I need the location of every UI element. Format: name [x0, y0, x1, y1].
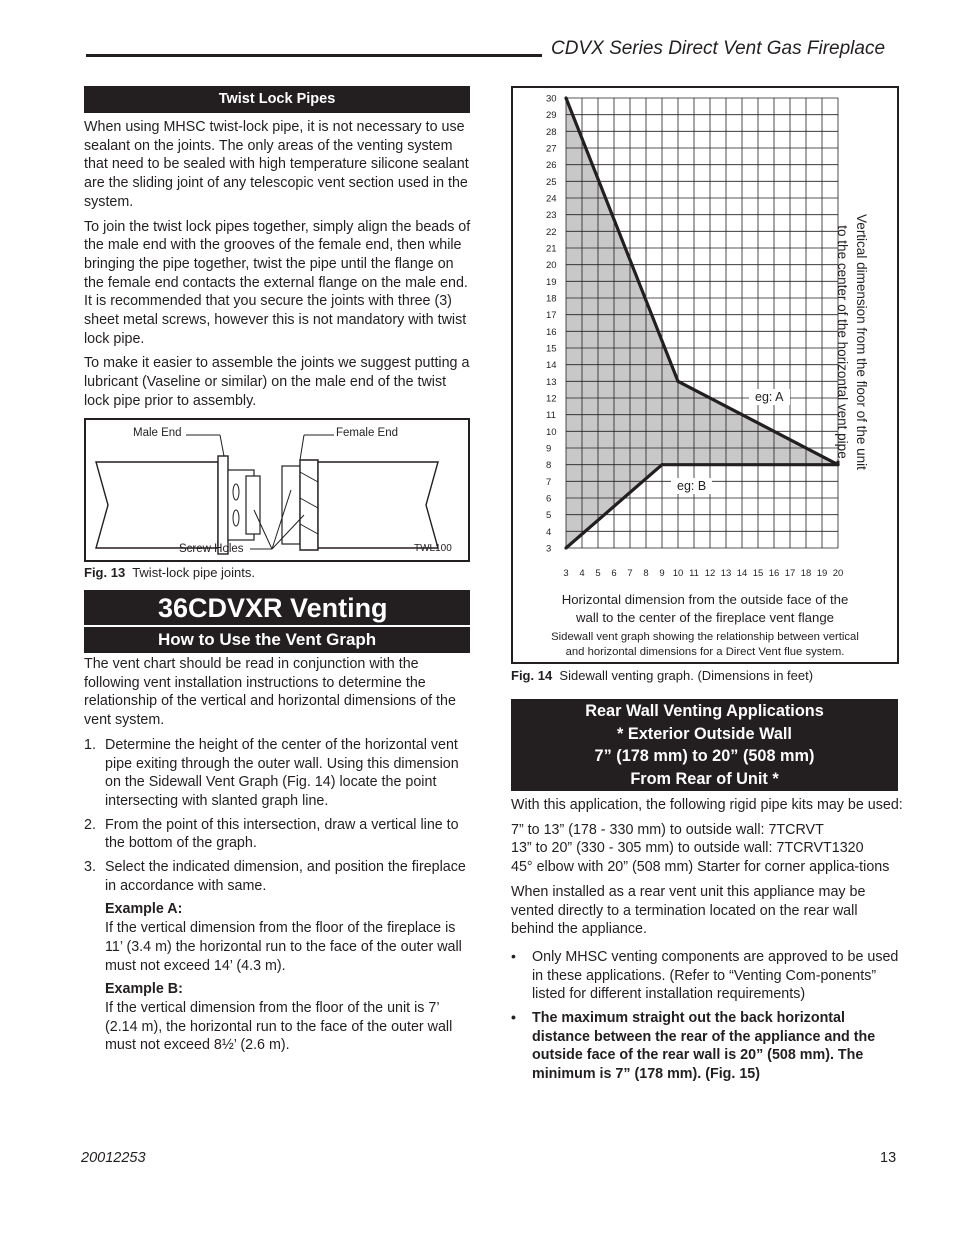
graph-xlabel	[513, 591, 897, 626]
x-tick-label: 17	[784, 568, 796, 579]
fig14-caption	[511, 668, 813, 683]
vent-graph-frame	[511, 86, 899, 664]
graph-note	[513, 630, 897, 659]
female-end-label: Female End	[336, 427, 399, 439]
y-tick-label: 12	[546, 393, 557, 405]
y-tick-label: 6	[546, 493, 552, 505]
x-tick-label: 11	[689, 568, 699, 579]
graph-note-line1: Sidewall vent graph showing the relationship between vertical	[551, 631, 859, 643]
y-tick-label: 19	[546, 276, 557, 288]
footer-doc-number: 20012253	[81, 1150, 146, 1166]
y-tick-label: 11	[546, 410, 556, 422]
y-tick-label: 30	[546, 93, 557, 105]
label-eg-b: eg: B	[671, 478, 712, 494]
example-a-heading: Example A:	[105, 901, 183, 918]
screw-holes-label: Screw Holes	[179, 543, 244, 555]
rear-heading-line-3: 7” (178 mm) to 20” (508 mm)	[594, 747, 815, 765]
x-tick-label: 5	[595, 568, 601, 579]
fig13-caption-text: Twist-lock pipe joints.	[132, 565, 256, 580]
footer-page-number: 13	[880, 1150, 897, 1166]
x-tick-label: 16	[768, 568, 780, 579]
fig14-caption-text: Sidewall venting graph. (Dimensions in feet)	[559, 668, 814, 683]
twist-lock-diagram	[86, 420, 468, 560]
rear-venting-heading	[511, 699, 898, 791]
rear-kit-1: 7” to 13” (178 - 330 mm) to outside wall: 7TCRVT	[511, 821, 824, 838]
y-tick-label: 5	[546, 510, 552, 522]
rear-kit-3: 45° elbow with 20” (508 mm) Starter for corner applica-tions	[511, 859, 890, 876]
male-end-label: Male End	[133, 427, 182, 439]
example-b-heading: Example B:	[105, 981, 183, 998]
x-tick-label: 18	[800, 568, 812, 579]
venting-step-1: 1. Determine the height of the center of the horizontal vent pipe exiting through the outer wall. Using this dimension on the Sidewall Vent Graph (Fig. 14) locate the point intersecting with slanted graph line.	[84, 736, 459, 809]
graph-xlabel-line2: wall to the center of the fireplace vent flange	[575, 609, 835, 625]
x-tick-label: 7	[627, 568, 633, 579]
fig14-caption-num: Fig. 14	[511, 668, 553, 683]
y-tick-label: 10	[546, 426, 557, 438]
venting-steps	[84, 736, 474, 896]
y-tick-label: 13	[546, 376, 557, 388]
y-tick-label: 21	[546, 243, 557, 255]
venting-step-3: 3. Select the indicated dimension, and position the fireplace in accordance with same.	[84, 859, 466, 894]
venting-step-2: 2. From the point of this intersection, draw a vertical line to the bottom of the graph.	[84, 816, 459, 852]
graph-ylabel-line1: Vertical dimension from the floor of the unit	[854, 214, 869, 470]
rear-bullet-1: • Only MHSC venting components are approved to be used in these applications. (Refer to “Venting Com-ponents” listed for different installation requirements)	[511, 947, 899, 1003]
twist-lock-para-3: To make it easier to assemble the joints we suggest putting a lubricant (Vaseline or similar) on the male end of the twist lock pipe prior to assembly.	[84, 355, 470, 409]
y-tick-label: 16	[546, 326, 557, 338]
x-tick-label: 13	[720, 568, 732, 579]
y-tick-label: 8	[546, 460, 552, 472]
example-b-text: If the vertical dimension from the floor of the unit is 7’ (2.14 m), the horizontal run to the face of the outer wall must not exceed 8½’ (2.6 m).	[105, 999, 453, 1054]
figure-code: TWL100	[414, 543, 452, 554]
series-point	[660, 463, 663, 466]
x-tick-label: 8	[643, 568, 649, 579]
y-tick-label: 24	[546, 193, 557, 205]
y-tick-label: 25	[546, 176, 557, 188]
x-tick-label: 15	[752, 568, 764, 579]
y-tick-label: 18	[546, 293, 557, 305]
y-tick-label: 27	[546, 143, 557, 155]
y-tick-label: 23	[546, 210, 557, 222]
graph-xlabel-line1: Horizontal dimension from the outside face of the	[561, 592, 849, 607]
twist-lock-heading: Twist Lock Pipes	[84, 86, 470, 113]
x-tick-label: 4	[579, 568, 585, 579]
series-point	[564, 96, 567, 99]
y-tick-label: 28	[546, 126, 557, 138]
series-point	[564, 546, 567, 549]
rear-kit-2: 13” to 20” (330 - 305 mm) to outside wall: 7TCRVT1320	[511, 840, 864, 857]
rear-heading-line-4: From Rear of Unit *	[630, 769, 779, 788]
y-tick-label: 26	[546, 160, 557, 172]
twist-lock-text	[84, 118, 474, 417]
x-tick-label: 14	[736, 568, 748, 579]
series-point	[676, 380, 679, 383]
venting-subtitle: How to Use the Vent Graph	[84, 627, 470, 653]
y-tick-label: 7	[546, 476, 552, 488]
fig13-caption-num: Fig. 13	[84, 565, 126, 580]
y-tick-label: 4	[546, 526, 552, 538]
y-tick-label: 14	[546, 360, 557, 372]
header-rule	[86, 54, 542, 57]
twist-lock-figure	[84, 418, 470, 562]
y-tick-label: 17	[546, 310, 557, 322]
document-title: CDVX Series Direct Vent Gas Fireplace	[551, 38, 886, 59]
y-tick-label: 20	[546, 260, 557, 272]
rear-bullets	[511, 948, 903, 1084]
venting-title: 36CDVXR Venting	[84, 590, 470, 625]
x-tick-label: 19	[816, 568, 828, 579]
venting-text	[84, 655, 474, 1060]
x-tick-label: 6	[611, 568, 617, 579]
y-tick-label: 15	[546, 343, 557, 355]
twist-lock-para-2: To join the twist lock pipes together, simply align the beads of the male end with the grooves of the female end, then while bringing the pipe together, twist the pipe until the flange on the female end contacts the external flange on the male end. It is recommended that you secure the joints with three (3) sheet metal screws, however this is not mandatory with twist lock pipe.	[84, 218, 471, 347]
x-tick-label: 9	[659, 568, 665, 579]
venting-intro: The vent chart should be read in conjunction with the following vent installation instructions to determine the relationship of the vertical and horizontal dimensions of the vent system.	[84, 656, 456, 729]
twist-lock-para-1: When using MHSC twist-lock pipe, it is not necessary to use sealant on the joints. The only areas of the venting system that need to be sealed with high temperature silicone sealant are the sliding joint of any telescopic vent section used in the system.	[84, 119, 469, 210]
x-tick-label: 10	[672, 568, 684, 579]
graph-note-line2: and horizontal dimensions for a Direct Vent flue system.	[565, 645, 845, 658]
rear-kits	[511, 821, 903, 877]
example-a-text: If the vertical dimension from the floor of the fireplace is 11’ (3.4 m) the horizontal run to the face of the outer wall must not exceed 14’ (4.3 m).	[105, 920, 462, 974]
rear-para: When installed as a rear vent unit this appliance may be vented directly to a termination located on the rear wall behind the appliance.	[511, 883, 866, 938]
x-tick-label: 20	[832, 568, 844, 579]
rear-venting-text	[511, 796, 903, 1089]
x-tick-label: 12	[704, 568, 716, 579]
y-tick-label: 3	[546, 543, 552, 555]
rear-heading-line-1: Rear Wall Venting Applications	[585, 702, 824, 720]
label-eg-a: eg: A	[749, 389, 790, 405]
fig13-caption	[84, 565, 255, 580]
rear-bullet-2: • The maximum straight out the back horizontal distance between the rear of the appliance and the outside face of the rear wall is 20” (508 mm). The minimum is 7” (178 mm). (Fig. 15)	[511, 1009, 876, 1083]
y-tick-label: 9	[546, 443, 552, 455]
y-tick-label: 22	[546, 226, 557, 238]
rear-heading-line-2: * Exterior Outside Wall	[617, 724, 792, 743]
y-tick-label: 29	[546, 110, 557, 122]
rear-intro: With this application, the following rigid pipe kits may be used:	[511, 797, 903, 813]
graph-ylabel-line2: to the center of the horizontal vent pipe	[835, 225, 850, 459]
x-tick-label: 3	[563, 568, 569, 579]
